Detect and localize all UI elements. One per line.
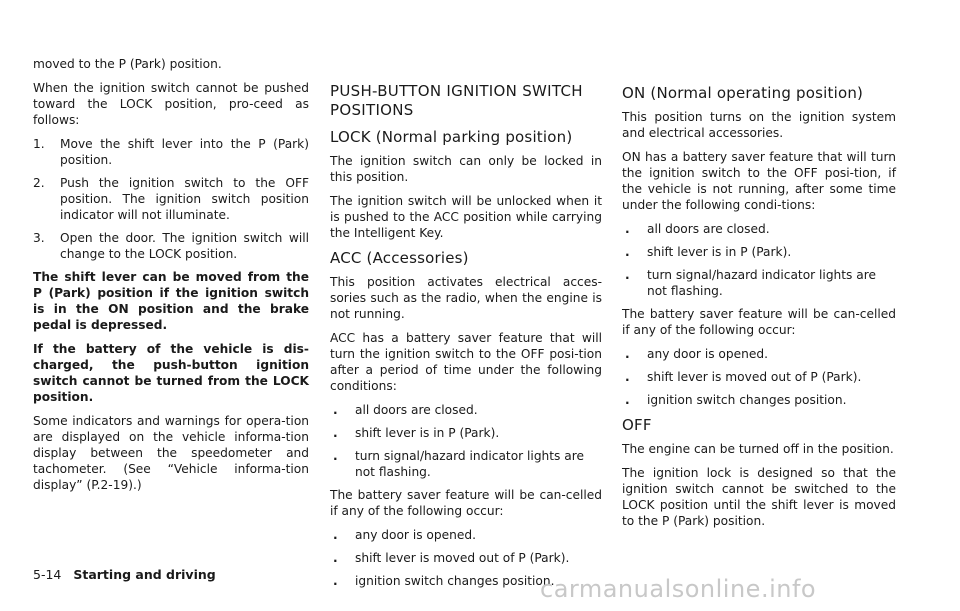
bullet-list — [622, 346, 896, 408]
column-left — [33, 56, 309, 501]
step-number: 1. — [33, 137, 45, 151]
watermark: carmanualsonline.info — [540, 575, 817, 603]
bullet-text: any door is opened. — [647, 347, 768, 361]
bullet-marker: . — [625, 393, 630, 407]
paragraph: This position activates electrical acces-sories such as the radio, when the engine is not running. — [330, 275, 602, 321]
paragraph: moved to the P (Park) position. — [33, 57, 222, 71]
paragraph: The battery saver feature will be can-celled if any of the following occur: — [622, 307, 896, 337]
paragraph: When the ignition switch cannot be pushed toward the LOCK position, pro-ceed as follows: — [33, 81, 309, 127]
list-item — [330, 402, 602, 418]
bullet-text: ignition switch changes position. — [647, 393, 847, 407]
section-heading: PUSH-BUTTON IGNITION SWITCH POSITIONS — [330, 82, 583, 119]
paragraph: ON has a battery saver feature that will turn the ignition switch to the OFF posi-tion, if the vehicle is not running, after some time under the following condi-tions: — [622, 150, 896, 212]
subheading-on: ON (Normal operating position) — [622, 84, 864, 102]
paragraph: This position turns on the ignition system and electrical accessories. — [622, 110, 896, 140]
step-number: 3. — [33, 231, 45, 245]
bullet-marker: . — [333, 403, 338, 417]
list-item — [330, 448, 602, 480]
bullet-marker: . — [333, 449, 338, 463]
bold-note: If the battery of the vehicle is dis-charged, the push-button ignition switch cannot be turned from the LOCK position. — [33, 342, 309, 404]
bullet-marker: . — [333, 574, 338, 588]
section-title: Starting and driving — [73, 567, 216, 582]
list-item — [622, 221, 896, 237]
bullet-marker: . — [333, 528, 338, 542]
bullet-list — [330, 402, 602, 480]
bullet-text: shift lever is in P (Park). — [355, 426, 500, 440]
bullet-marker: . — [333, 551, 338, 565]
bullet-text: all doors are closed. — [647, 222, 770, 236]
list-item — [330, 550, 602, 566]
column-middle — [330, 56, 602, 596]
bullet-text: shift lever is in P (Park). — [647, 245, 792, 259]
paragraph: The ignition switch will be unlocked when it is pushed to the ACC position while carrying the Intelligent Key. — [330, 194, 602, 240]
paragraph: The ignition switch can only be locked in this position. — [330, 154, 602, 184]
bullet-marker: . — [625, 370, 630, 384]
paragraph: The ignition lock is designed so that the ignition switch cannot be switched to the LOCK position until the shift lever is moved to the P (Park) position. — [622, 466, 896, 528]
step-text: Move the shift lever into the P (Park) position. — [60, 137, 309, 167]
subheading-acc: ACC (Accessories) — [330, 249, 469, 267]
bullet-text: turn signal/hazard indicator lights are not flashing. — [355, 449, 584, 479]
list-item — [622, 346, 896, 362]
bullet-marker: . — [333, 426, 338, 440]
step-text: Open the door. The ignition switch will change to the LOCK position. — [60, 231, 309, 261]
bold-note: The shift lever can be moved from the P (Park) position if the ignition switch is in the ON position and the brake pedal is depressed. — [33, 270, 309, 332]
numbered-steps — [33, 136, 309, 262]
subheading-off: OFF — [622, 416, 652, 434]
list-item — [622, 392, 896, 408]
bullet-text: turn signal/hazard indicator lights are not flashing. — [647, 268, 876, 298]
bullet-text: ignition switch changes position. — [355, 574, 555, 588]
bullet-marker: . — [625, 222, 630, 236]
list-item — [330, 425, 602, 441]
list-item — [330, 527, 602, 543]
subheading-lock: LOCK (Normal parking position) — [330, 128, 573, 146]
list-item — [622, 267, 896, 299]
page-number: 5-14 — [33, 567, 62, 582]
page-footer — [33, 567, 216, 582]
list-item — [622, 244, 896, 260]
column-right — [622, 56, 896, 537]
bullet-text: all doors are closed. — [355, 403, 478, 417]
bullet-text: shift lever is moved out of P (Park). — [647, 370, 862, 384]
paragraph: Some indicators and warnings for opera-tion are displayed on the vehicle informa-tion display between the speedometer and tachometer. (See “Vehicle informa-tion display” (P.2-19).) — [33, 414, 309, 492]
bullet-text: any door is opened. — [355, 528, 476, 542]
list-item — [622, 369, 896, 385]
paragraph: The battery saver feature will be can-celled if any of the following occur: — [330, 488, 602, 518]
paragraph: The engine can be turned off in the position. — [622, 442, 894, 456]
list-item — [33, 136, 309, 168]
bullet-text: shift lever is moved out of P (Park). — [355, 551, 570, 565]
bullet-marker: . — [625, 347, 630, 361]
bullet-marker: . — [625, 268, 630, 282]
step-text: Push the ignition switch to the OFF position. The ignition switch position indicator will not illuminate. — [60, 176, 309, 222]
bullet-list — [622, 221, 896, 299]
list-item — [33, 230, 309, 262]
list-item — [33, 175, 309, 223]
bullet-marker: . — [625, 245, 630, 259]
paragraph: ACC has a battery saver feature that will turn the ignition switch to the OFF posi-tion after a period of time under the following conditions: — [330, 331, 602, 393]
step-number: 2. — [33, 176, 45, 190]
